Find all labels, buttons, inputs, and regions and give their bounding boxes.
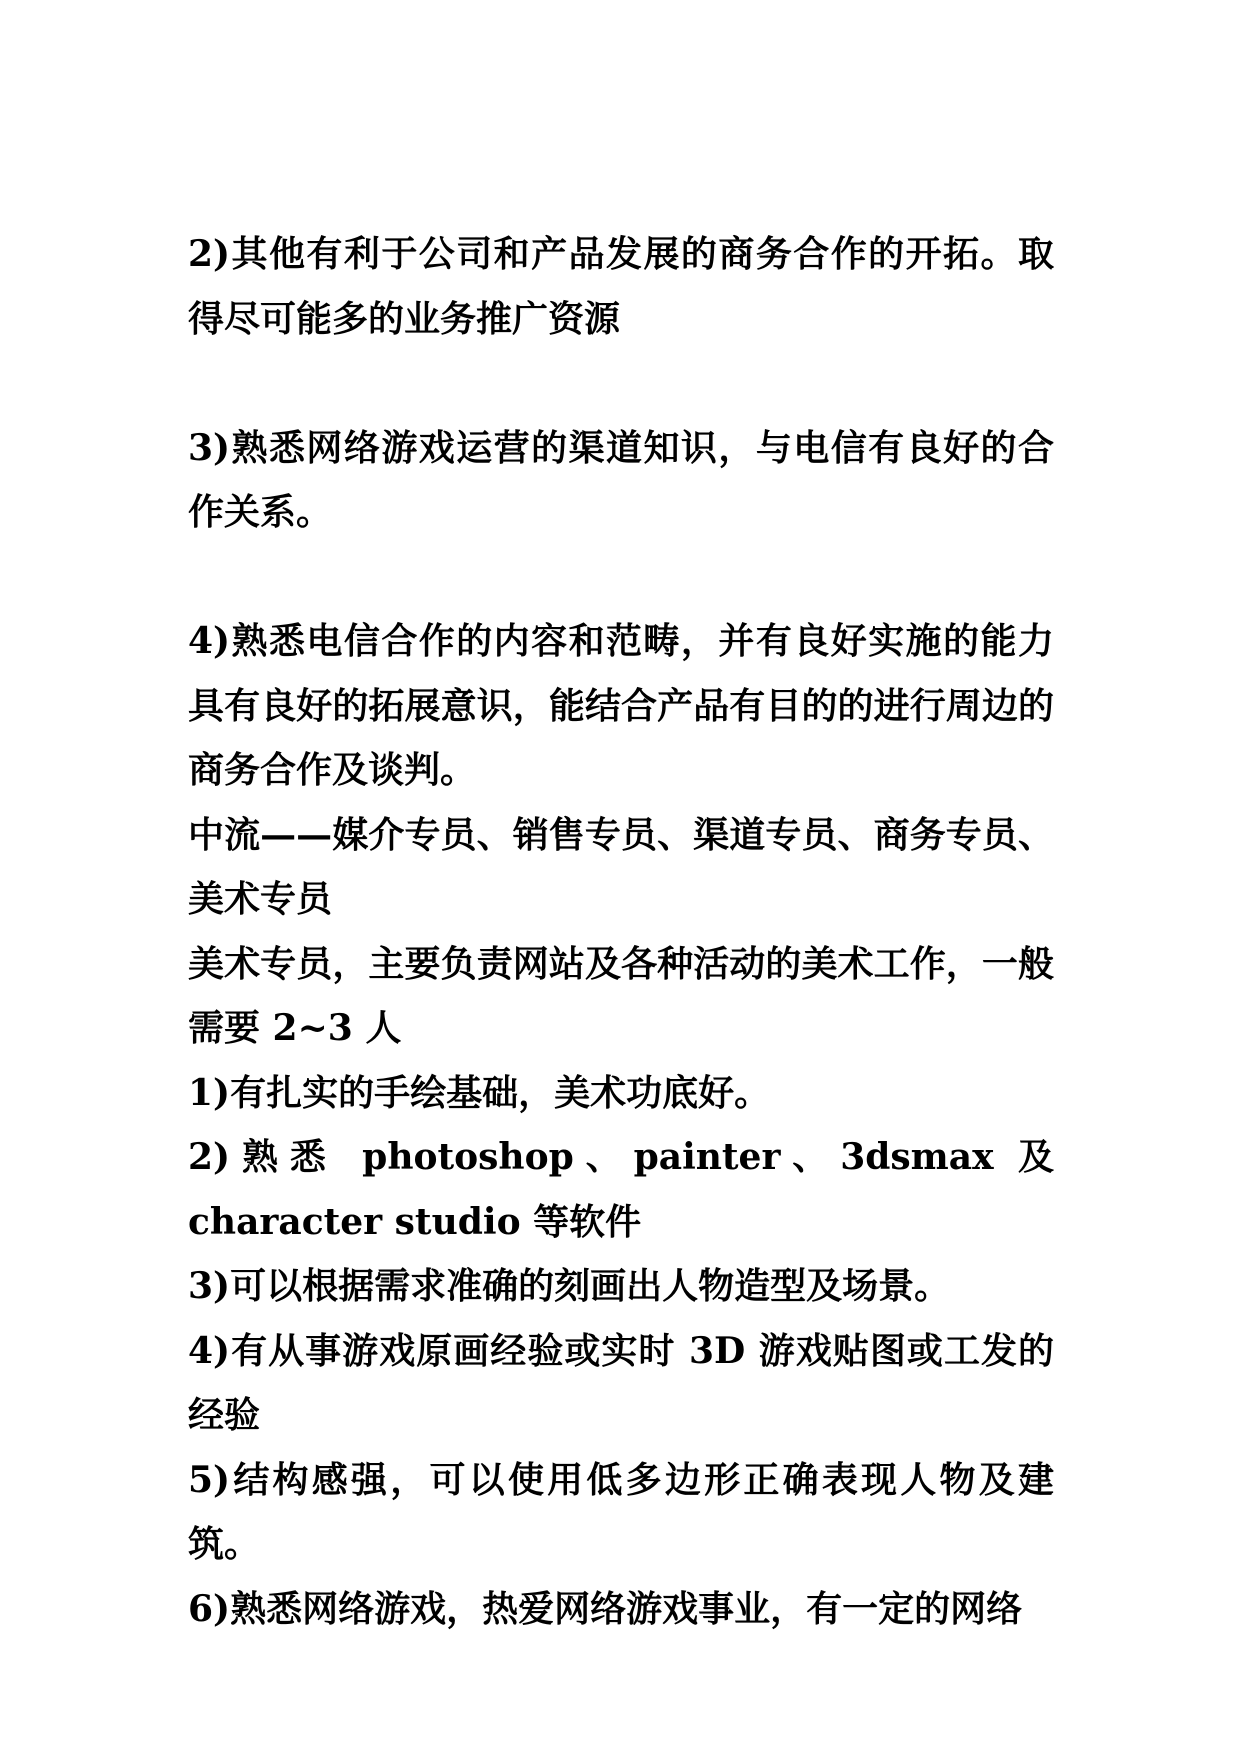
list-item-online-games: 6)熟悉网络游戏，热爱网络游戏事业，有一定的网络 (188, 1587, 1023, 1630)
paragraph-telecom-cooperation: 4)熟悉电信合作的内容和范畴，并有良好实施的能力具有良好的拓展意识，能结合产品有目的的进行周边的商务合作及谈判。 (188, 620, 1054, 791)
document-body (188, 222, 1054, 1641)
list-item-software: 2)熟悉 photoshop、painter、3dsmax 及 character studio 等软件 (188, 1136, 1054, 1243)
list-item-game-art-experience: 4)有从事游戏原画经验或实时 3D 游戏贴图或工发的经验 (188, 1329, 1054, 1436)
list-item-low-poly: 5)结构感强，可以使用低多边形正确表现人物及建筑。 (188, 1458, 1054, 1565)
paragraph-channel-knowledge: 3)熟悉网络游戏运营的渠道知识，与电信有良好的合作关系。 (188, 426, 1054, 533)
paragraph-spacer (188, 351, 1054, 416)
list-item-drawing-skill: 1)有扎实的手绘基础，美术功底好。 (188, 1071, 771, 1114)
paragraph-midlevel-roles: 中流——媒介专员、销售专员、渠道专员、商务专员、美术专员 (188, 813, 1054, 920)
paragraph-spacer (188, 545, 1054, 610)
paragraph-business-cooperation: 2)其他有利于公司和产品发展的商务合作的开拓。取得尽可能多的业务推广资源 (188, 233, 1054, 340)
list-item-character-scene: 3)可以根据需求准确的刻画出人物造型及场景。 (188, 1265, 951, 1307)
paragraph-art-specialist: 美术专员，主要负责网站及各种活动的美术工作，一般需要 2~3 人 (188, 942, 1054, 1049)
